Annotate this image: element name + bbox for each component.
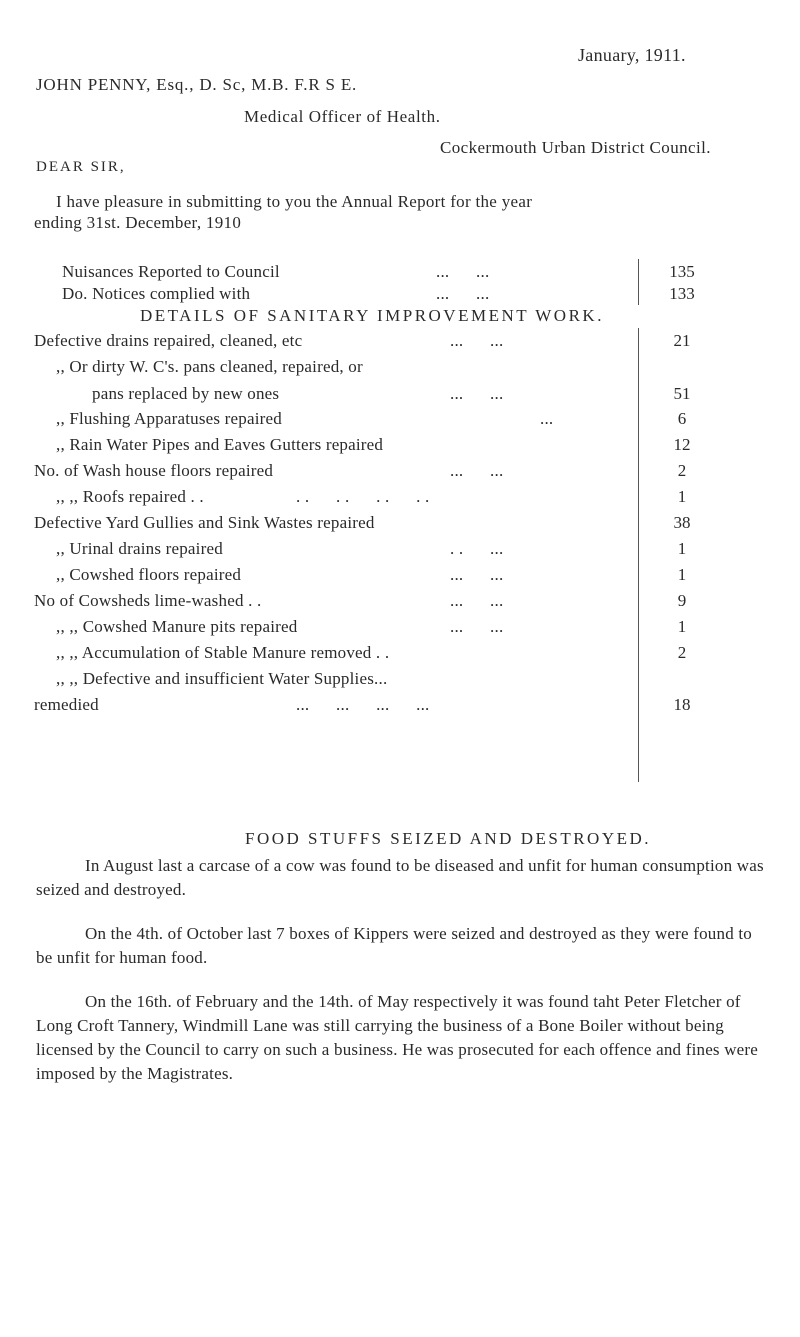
notices-dots: ... ... (436, 284, 490, 303)
sanitary-row-label: ,, ,, Defective and insufficient Water Supplies... (56, 669, 388, 688)
report-date: January, 1911. (578, 45, 686, 65)
sanitary-row-value: 51 (673, 384, 691, 403)
dots: ... (540, 409, 554, 428)
sanitary-row-label: ,, Urinal drains repaired (56, 539, 223, 558)
sanitary-row-value: 9 (677, 591, 687, 610)
sanitary-row-value: 1 (677, 565, 687, 584)
sanitary-row-label: ,, Flushing Apparatuses repaired (56, 409, 282, 428)
sanitary-row-value: 1 (677, 487, 687, 506)
sanitary-row-label: ,, ,, Cowshed Manure pits repaired (56, 617, 298, 636)
notices-complied-label: Do. Notices complied with (62, 284, 251, 303)
dots: ... ... (450, 331, 504, 350)
sanitary-row-label: ,, ,, Accumulation of Stable Manure removed . . (56, 643, 390, 662)
food-paragraph-3: On the 16th. of February and the 14th. of May respectively it was found taht Peter Fletcher of Long Croft Tannery, Windmill Lane was still carrying the business of a Bone Boiler without being licensed by the Council to carry on such a business. He was prosecuted for each offence and fines were imposed by the Magistrates. (36, 992, 759, 1083)
sanitary-row-label: ,, Or dirty W. C's. pans cleaned, repaired, or (56, 357, 363, 376)
food-paragraphs (36, 854, 766, 1086)
dots: . . ... (450, 539, 504, 558)
sanitary-row-value: 2 (677, 461, 687, 480)
intro-line-2: ending 31st. December, 1910 (34, 213, 242, 232)
food-heading: FOOD STUFFS SEIZED AND DESTROYED. (245, 829, 652, 848)
addressee-title: Medical Officer of Health. (244, 107, 441, 126)
sanitary-row-value: 2 (677, 643, 687, 662)
nuisances-divider (638, 259, 639, 305)
sanitary-row-label: No of Cowsheds lime-washed . . (34, 591, 262, 610)
sanitary-row-value: 1 (677, 617, 687, 636)
sanitary-row-label: ,, ,, Roofs repaired . . (56, 487, 204, 506)
sanitary-row-value: 6 (677, 409, 687, 428)
sanitary-row-label: Defective drains repaired, cleaned, etc (34, 331, 303, 350)
addressee-council: Cockermouth Urban District Council. (440, 138, 711, 157)
nuisances-dots: ... ... (436, 262, 490, 281)
sanitary-row-value: 38 (673, 513, 691, 532)
sanitary-heading: DETAILS OF SANITARY IMPROVEMENT WORK. (140, 306, 604, 325)
sanitary-row-value: 1 (677, 539, 687, 558)
sanitary-divider (638, 328, 639, 782)
sanitary-row-value: 12 (673, 435, 691, 454)
intro-line-1: I have pleasure in submitting to you the Annual Report for the year (56, 192, 533, 211)
sanitary-row-label: pans replaced by new ones (92, 384, 280, 403)
sanitary-row-label: ,, Cowshed floors repaired (56, 565, 242, 584)
sanitary-row-label: Defective Yard Gullies and Sink Wastes repaired (34, 513, 375, 532)
salutation: DEAR SIR, (36, 159, 126, 175)
dots: ... ... (450, 461, 504, 480)
nuisances-reported-label: Nuisances Reported to Council (62, 262, 280, 281)
sanitary-row-value: 18 (673, 695, 691, 714)
food-paragraph-1: In August last a carcase of a cow was found to be diseased and unfit for human consumption was seized and destroyed. (36, 856, 764, 899)
dots: ... ... (450, 565, 504, 584)
addressee-name: JOHN PENNY, Esq., D. Sc, M.B. F.R S E. (36, 75, 358, 94)
sanitary-row-label: ,, Rain Water Pipes and Eaves Gutters repaired (56, 435, 384, 454)
dots: ... ... (450, 617, 504, 636)
dots: ... ... (450, 384, 504, 403)
dots: ... ... (450, 591, 504, 610)
sanitary-row-label: remedied (34, 695, 99, 714)
nuisances-reported-value: 135 (669, 262, 695, 281)
notices-complied-value: 133 (669, 284, 695, 303)
food-paragraph-2: On the 4th. of October last 7 boxes of Kippers were seized and destroyed as they were found to be unfit for human food. (36, 924, 752, 967)
sanitary-row-label: No. of Wash house floors repaired (34, 461, 274, 480)
dots: ... ... ... ... (296, 695, 430, 714)
sanitary-row-value: 21 (673, 331, 691, 350)
dots: . . . . . . . . (296, 487, 430, 506)
